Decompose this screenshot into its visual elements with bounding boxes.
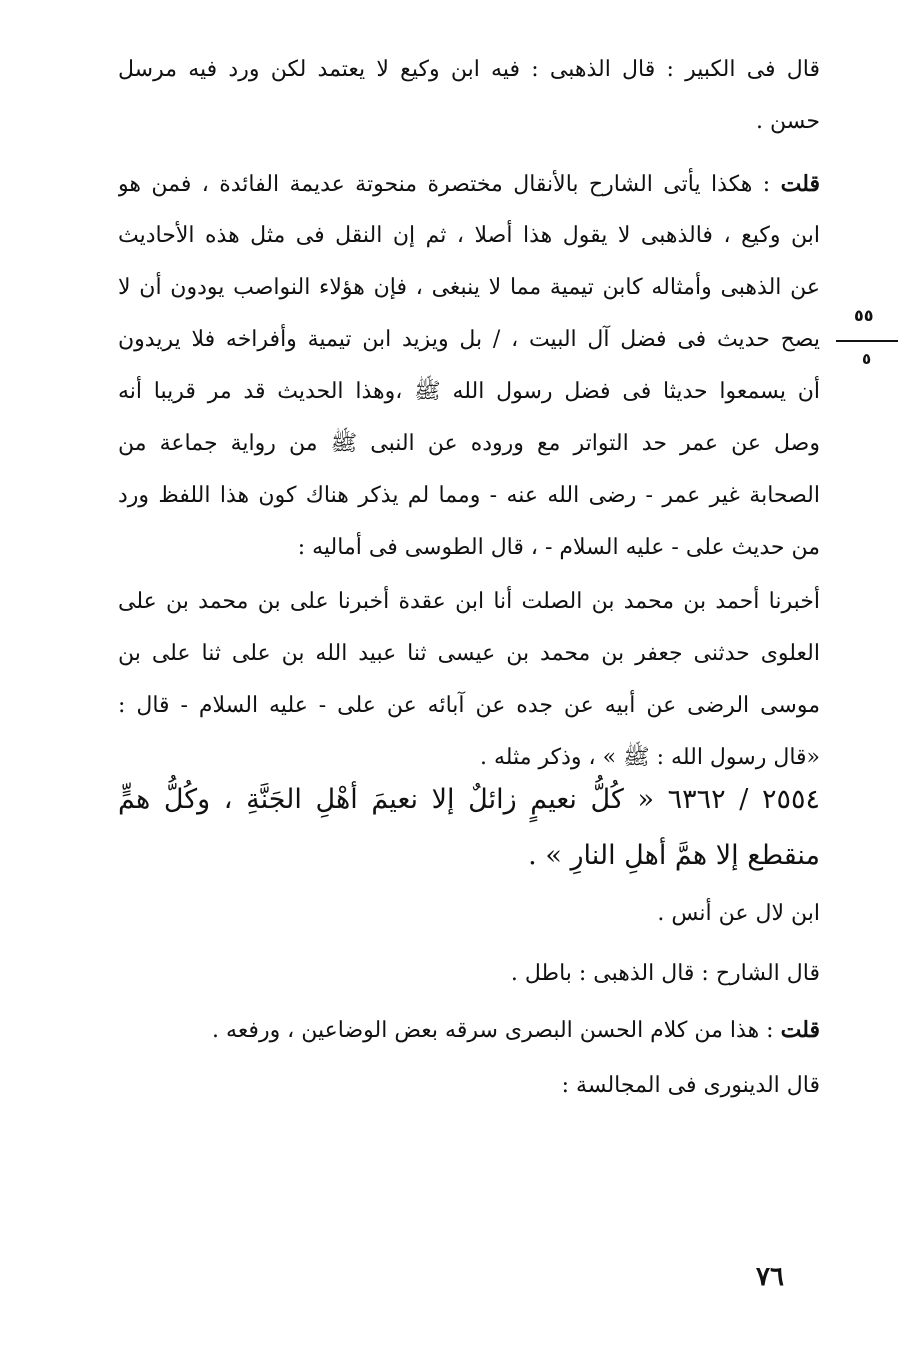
text-line	[118, 1004, 820, 1060]
hadith-line: منقطع إلا همَّ أهلِ النارِ » .	[528, 840, 820, 871]
text-line: أخبرنا أحمد بن محمد بن الصلت أنا ابن عقدة أخبرنا على بن محمد بن على	[118, 589, 820, 614]
hadith-source	[118, 888, 820, 940]
margin-reference-bottom: ٥	[862, 350, 872, 368]
text-segment: : هكذا يأتى الشارح بالأنقال مختصرة منحوتة عديمة الفائدة ، فمن هو	[118, 172, 771, 197]
text-line: قال الشارح : قال الذهبى : باطل .	[510, 961, 820, 986]
text-line: حسن .	[756, 109, 820, 134]
margin-divider	[836, 340, 898, 342]
paragraph-intro	[118, 44, 820, 148]
lead-word: قلت	[780, 1017, 820, 1043]
text-line: قال فى الكبير : قال الذهبى : فيه ابن وكيع لا يعتمد لكن ورد فيه مرسل	[118, 57, 820, 82]
text-line: أن يسمعوا حديثا فى فضل رسول الله ﷺ ،وهذا الحديث قد مر قريبا أنه	[118, 379, 820, 404]
margin-reference-top: ٥٥	[854, 306, 874, 325]
text-line: «قال رسول الله : ﷺ » ، وذكر مثله .	[480, 745, 820, 770]
text-line: الصحابة غير عمر - رضى الله عنه - ومما لم يذكر هناك كون هذا اللفظ ورد	[118, 483, 820, 508]
text-line: يصح حديث فى فضل آل البيت ، / بل ويزيد ابن تيمية وأفراخه فلا يريدون	[118, 327, 820, 352]
text-line: ابن وكيع ، فالذهبى لا يقول هذا أصلا ، ثم إن النقل فى مثل هذه الأحاديث	[118, 223, 820, 248]
text-line: ابن لال عن أنس .	[657, 901, 820, 926]
text-line: قال الدينورى فى المجالسة :	[561, 1073, 820, 1098]
text-line	[118, 158, 820, 210]
commentary-block	[118, 948, 820, 1116]
paragraph-isnad	[118, 576, 820, 784]
text-segment: : هذا من كلام الحسن البصرى سرقه بعض الوضاعين ، ورفعه .	[212, 1018, 774, 1043]
lead-word: قلت	[780, 171, 820, 197]
page-number: ٧٦	[756, 1262, 784, 1292]
paragraph-commentary	[118, 158, 820, 574]
text-line: موسى الرضى عن أبيه عن جده عن آبائه عن على - عليه السلام - قال :	[118, 693, 820, 718]
text-line: العلوى حدثنى جعفر بن محمد بن عيسى ثنا عبيد الله بن على ثنا على بن	[118, 641, 820, 666]
hadith-text	[118, 772, 820, 884]
margin-reference	[836, 306, 898, 376]
text-line: من حديث على - عليه السلام - ، قال الطوسى فى أماليه :	[297, 535, 820, 560]
text-line: وصل عن عمر حد التواتر مع وروده عن النبى ﷺ من رواية جماعة من	[118, 431, 820, 456]
hadith-line: ٢٥٥٤ / ٦٣٦٢ « كُلُّ نعيمٍ زائلٌ إلا نعيمَ أهْلِ الجَنَّةِ ، وكُلُّ همٍّ	[118, 784, 820, 815]
text-line: عن الذهبى وأمثاله كابن تيمية مما لا ينبغى ، فإن هؤلاء النواصب يودون أن لا	[118, 275, 820, 300]
